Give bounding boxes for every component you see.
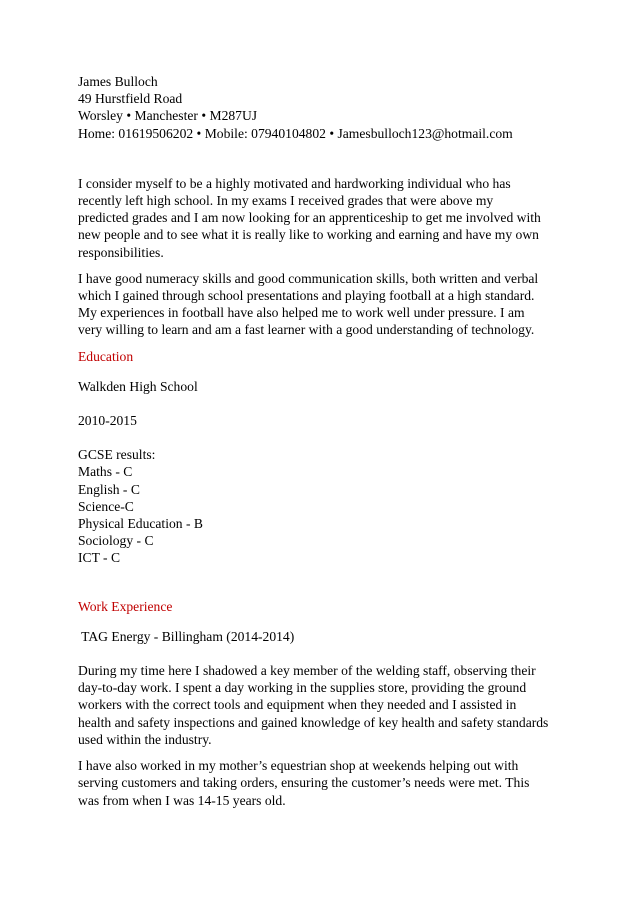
work-paragraph-1	[78, 662, 578, 748]
gcse-result-item: Science-C	[78, 498, 134, 514]
text-line: My experiences in football have also helped me to work well under pressure. I am	[78, 305, 525, 321]
school-years: 2010-2015	[78, 413, 137, 429]
cv-document	[78, 73, 578, 809]
school-name: Walkden High School	[78, 378, 198, 394]
text-line: new people and to see what it is really like to working and earning and have my own	[78, 227, 539, 243]
gcse-result-item: Maths - C	[78, 464, 133, 480]
education-heading: Education	[78, 348, 134, 364]
gcse-result-item: Sociology - C	[78, 533, 154, 549]
text-line: was from when I was 14-15 years old.	[78, 792, 286, 808]
text-line: very willing to learn and am a fast learner with a good understanding of technology.	[78, 322, 535, 338]
text-line: responsibilities.	[78, 244, 164, 260]
text-line: predicted grades and I am now looking for an apprenticeship to get me involved with	[78, 210, 541, 226]
contact-details: Home: 01619506202 • Mobile: 07940104802 • Jamesbulloch123@hotmail.com	[78, 125, 513, 141]
text-line: health and safety inspections and gained knowledge of key health and safety standards	[78, 714, 549, 730]
text-line: which I gained through school presentations and playing football at a high standard.	[78, 288, 535, 304]
text-line: I have good numeracy skills and good communication skills, both written and verbal	[78, 270, 539, 286]
contact-header	[78, 73, 578, 142]
text-line: workers with the correct tools and equipment when they needed and I assisted in	[78, 697, 517, 713]
text-line: I consider myself to be a highly motivated and hardworking individual who has	[78, 175, 511, 191]
applicant-name: James Bulloch	[78, 74, 158, 89]
text-line: serving customers and taking orders, ensuring the customer’s needs were met. This	[78, 775, 530, 791]
gcse-results	[78, 446, 578, 566]
text-line: During my time here I shadowed a key member of the welding staff, observing their	[78, 663, 536, 679]
profile-paragraph-2	[78, 270, 578, 339]
gcse-result-item: ICT - C	[78, 550, 121, 566]
gcse-result-item: Physical Education - B	[78, 516, 203, 532]
text-line: I have also worked in my mother’s equestrian shop at weekends helping out with	[78, 758, 519, 774]
work-paragraph-2	[78, 757, 578, 809]
profile-paragraph-1	[78, 175, 578, 261]
address-line-2: Worsley • Manchester • M287UJ	[78, 108, 258, 124]
text-line: used within the industry.	[78, 731, 212, 747]
text-line: recently left high school. In my exams I received grades that were above my	[78, 193, 494, 209]
gcse-results-label: GCSE results:	[78, 447, 156, 463]
text-line: day-to-day work. I spent a day working in the supplies store, providing the ground	[78, 680, 527, 696]
address-line-1: 49 Hurstfield Road	[78, 91, 183, 107]
work-position: TAG Energy - Billingham (2014-2014)	[78, 628, 295, 644]
gcse-result-item: English - C	[78, 481, 140, 497]
work-experience-heading: Work Experience	[78, 598, 173, 614]
